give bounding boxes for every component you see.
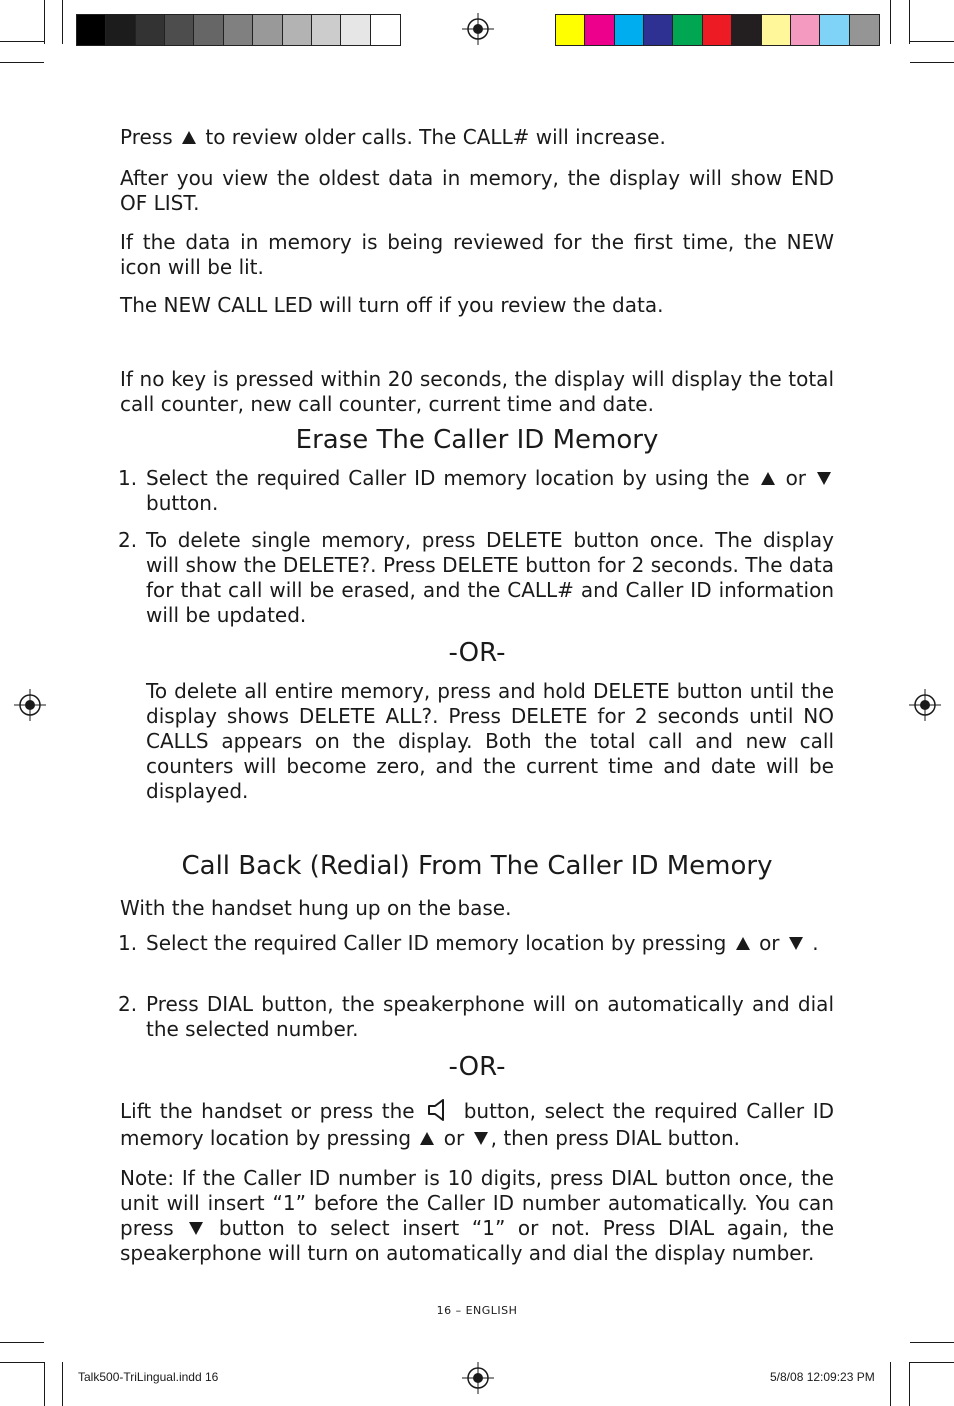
down-arrow-icon bbox=[789, 937, 803, 950]
new-icon-text: If the data in memory is being reviewed for the first time, the NEW icon will be lit. bbox=[120, 230, 834, 279]
new-call-led-text: The NEW CALL LED will turn off if you review the data. bbox=[120, 293, 664, 317]
process-color-swatch bbox=[673, 15, 702, 45]
process-color-swatch bbox=[615, 15, 644, 45]
erase-step2-number: 2. bbox=[118, 528, 138, 552]
erase-all-text: To delete all entire memory, press and hold DELETE button until the display shows DELETE ALL?. Press DELETE for 2 seconds until NO CALLS appears on the display. Both the total call and new call counters will become zero, and the current time and date will be displayed. bbox=[146, 679, 834, 803]
registration-mark-icon bbox=[462, 13, 494, 45]
process-color-swatch bbox=[703, 15, 732, 45]
erase-or-label: -OR- bbox=[448, 638, 506, 668]
grayscale-swatch bbox=[371, 15, 400, 45]
erase-step1-number: 1. bbox=[118, 466, 138, 490]
speaker-icon bbox=[427, 1099, 451, 1121]
grayscale-swatch bbox=[77, 15, 106, 45]
grayscale-swatch bbox=[312, 15, 341, 45]
callback-intro-text: With the handset hung up on the base. bbox=[120, 896, 512, 920]
up-arrow-icon bbox=[736, 937, 750, 950]
erase-heading: Erase The Caller ID Memory bbox=[295, 425, 659, 455]
callback-step2-number: 2. bbox=[118, 992, 138, 1016]
grayscale-swatch bbox=[283, 15, 312, 45]
timeout-text: If no key is pressed within 20 seconds, the display will display the total call counter, new call counter, current time and date. bbox=[120, 367, 834, 416]
end-of-list-text: After you view the oldest data in memory, the display will show END OF LIST. bbox=[120, 166, 834, 215]
review-older-calls-text: Press to review older calls. The CALL# will increase. bbox=[120, 125, 666, 149]
grayscale-swatch bbox=[341, 15, 370, 45]
process-color-swatch bbox=[791, 15, 820, 45]
down-arrow-icon bbox=[474, 1132, 488, 1145]
down-arrow-icon bbox=[189, 1222, 203, 1235]
process-color-swatch bbox=[556, 15, 585, 45]
registration-mark-icon bbox=[462, 1362, 494, 1394]
process-color-swatch bbox=[644, 15, 673, 45]
lift-handset-text: Lift the handset or press the button, select the required Caller ID memory location by pressing or , then press DIAL button. bbox=[120, 1099, 835, 1150]
up-arrow-icon bbox=[182, 131, 196, 144]
note-text: Note: If the Caller ID number is 10 digits, press DIAL button once, the unit will insert “1” before the Caller ID number automatically. You can press button to select insert “1” or not. Press DIAL again, the speakerphone will turn on automatically and dial the display number. bbox=[120, 1166, 834, 1265]
callback-heading: Call Back (Redial) From The Caller ID Memory bbox=[181, 851, 773, 881]
process-color-bar bbox=[555, 14, 880, 46]
process-color-swatch bbox=[850, 15, 879, 45]
up-arrow-icon bbox=[761, 472, 775, 485]
grayscale-swatch bbox=[224, 15, 253, 45]
grayscale-color-bar bbox=[76, 14, 401, 46]
grayscale-swatch bbox=[136, 15, 165, 45]
grayscale-swatch bbox=[106, 15, 135, 45]
file-slug: Talk500-TriLingual.indd 16 bbox=[78, 1370, 219, 1384]
down-arrow-icon bbox=[817, 472, 831, 485]
erase-step1-text: Select the required Caller ID memory location by using the or button. bbox=[146, 466, 834, 516]
process-color-swatch bbox=[762, 15, 791, 45]
page-number: 16 – ENGLISH bbox=[436, 1304, 518, 1317]
callback-step1-number: 1. bbox=[118, 931, 138, 955]
process-color-swatch bbox=[732, 15, 761, 45]
grayscale-swatch bbox=[253, 15, 282, 45]
callback-step2-text: Press DIAL button, the speakerphone will on automatically and dial the selected number. bbox=[146, 992, 834, 1041]
process-color-swatch bbox=[820, 15, 849, 45]
grayscale-swatch bbox=[165, 15, 194, 45]
registration-mark-icon bbox=[909, 689, 941, 721]
process-color-swatch bbox=[585, 15, 614, 45]
callback-or-label: -OR- bbox=[448, 1052, 506, 1082]
grayscale-swatch bbox=[194, 15, 223, 45]
up-arrow-icon bbox=[420, 1132, 434, 1145]
date-slug: 5/8/08 12:09:23 PM bbox=[770, 1370, 875, 1384]
callback-step1-text: Select the required Caller ID memory location by pressing or . bbox=[146, 931, 819, 955]
erase-step2-text: To delete single memory, press DELETE button once. The display will show the DELETE?. Press DELETE button for 2 seconds. The data for that call will be erased, and the CALL# and Caller ID information will be updated. bbox=[146, 528, 834, 627]
registration-mark-icon bbox=[14, 689, 46, 721]
